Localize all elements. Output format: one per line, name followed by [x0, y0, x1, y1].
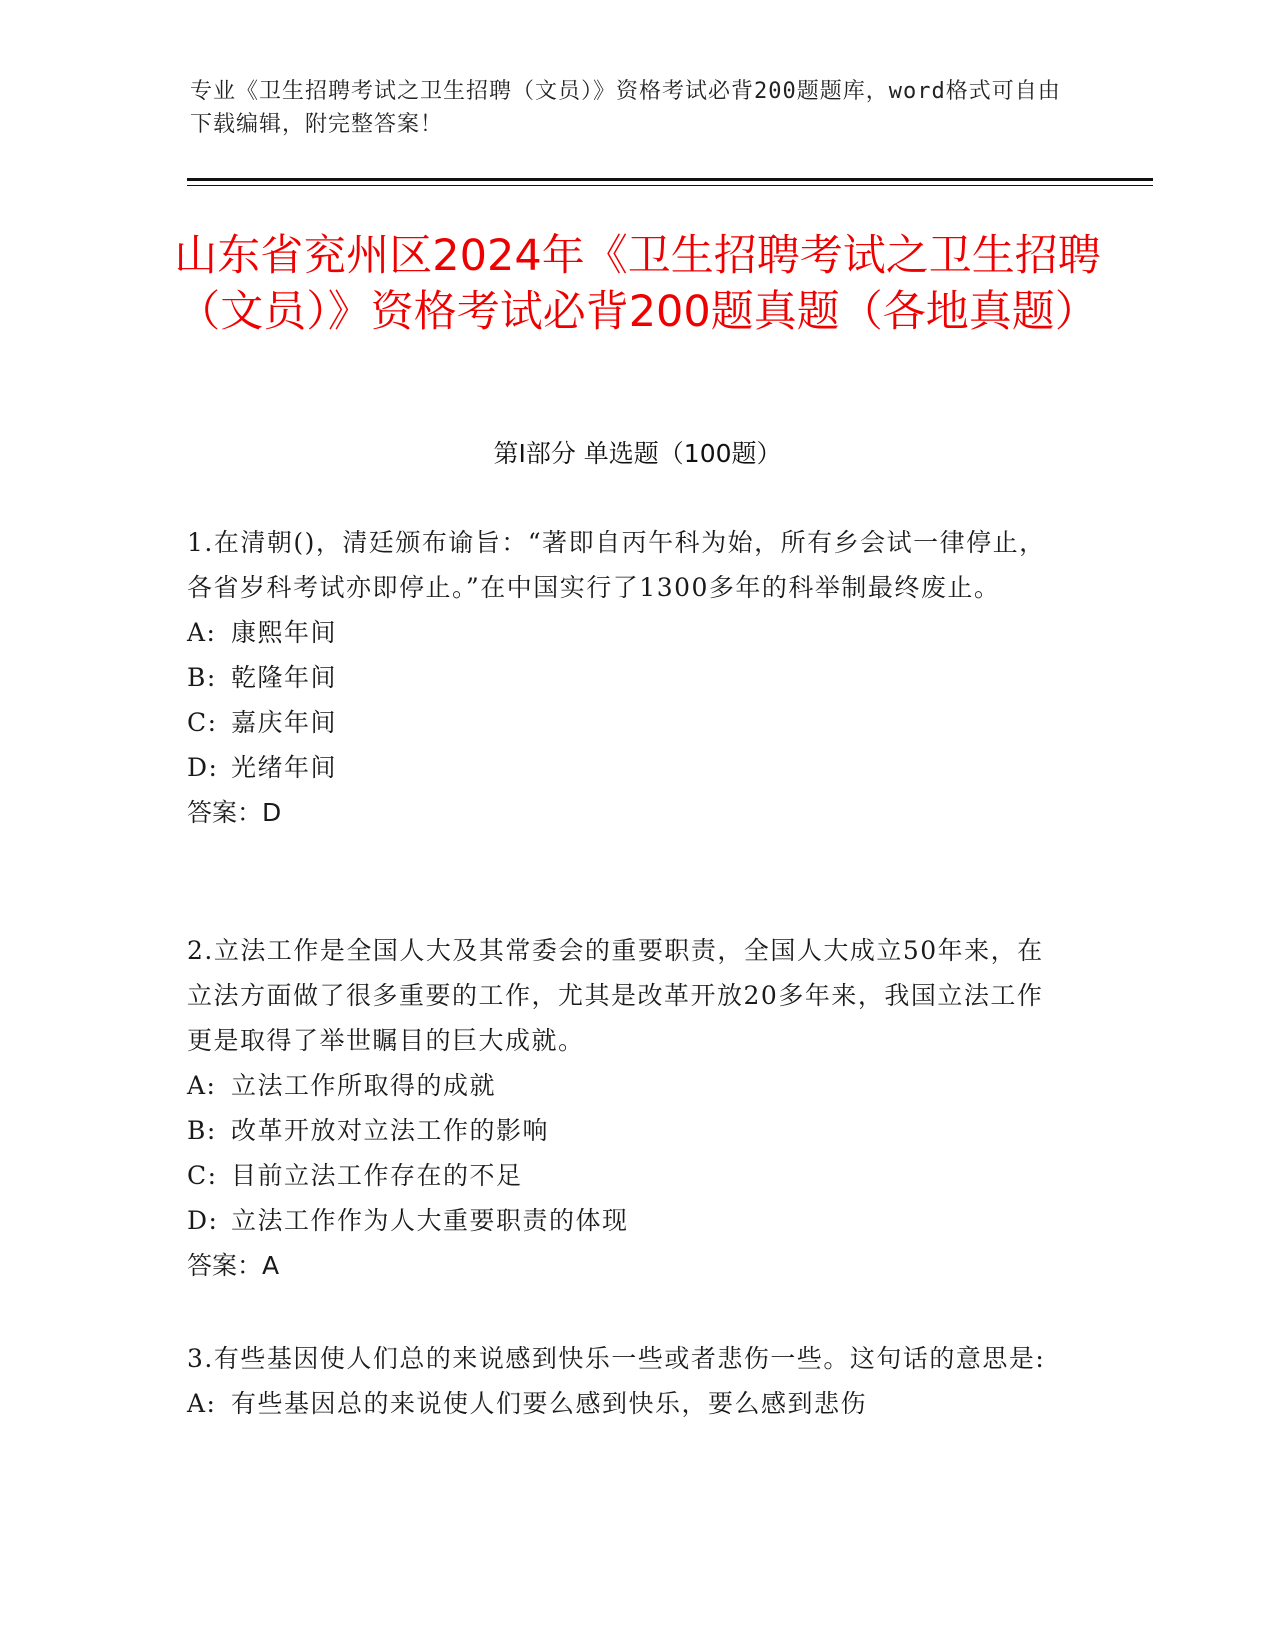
option-d [187, 745, 1067, 790]
question-3 [187, 1336, 1067, 1426]
option-text: 改革开放对立法工作的影响 [231, 1116, 550, 1145]
question-stem: 2.立法工作是全国人大及其常委会的重要职责，全国人大成立50年来，在立法方面做了很多重要的工作，尤其是改革开放20多年来，我国立法工作更是取得了举世瞩目的巨大成就。 [187, 936, 1044, 1055]
option-text: 立法工作所取得的成就 [231, 1071, 497, 1100]
option-text: 康熙年间 [231, 618, 338, 647]
question-stem: 1.在清朝()，清廷颁布谕旨：“著即自丙午科为始，所有乡会试一律停止，各省岁科考试亦即停止。”在中国实行了1300多年的科举制最终废止。 [187, 528, 1046, 602]
option-key: A: [187, 1389, 217, 1418]
option-key: C: [187, 1161, 218, 1190]
header-note: 专业《卫生招聘考试之卫生招聘（文员）》资格考试必背200题题库，word格式可自由下载编辑，附完整答案！ [190, 79, 1061, 137]
option-text: 嘉庆年间 [231, 708, 338, 737]
option-c [187, 1153, 1067, 1198]
option-a [187, 1381, 1067, 1426]
option-key: D: [187, 753, 219, 782]
option-key: B: [187, 1116, 217, 1145]
option-b [187, 655, 1067, 700]
question-stem: 3.有些基因使人们总的来说感到快乐一些或者悲伤一些。这句话的意思是: [187, 1344, 1046, 1373]
document-title: 山东省兖州区2024年《卫生招聘考试之卫生招聘（文员）》资格考试必背200题真题（各地真题） [174, 231, 1101, 337]
question-1 [187, 520, 1067, 835]
header-divider-thick [187, 178, 1153, 181]
answer-line: 答案：D [187, 798, 282, 827]
option-a [187, 1063, 1067, 1108]
question-2 [187, 928, 1067, 1288]
option-key: D: [187, 1206, 219, 1235]
option-text: 光绪年间 [231, 753, 338, 782]
option-c [187, 700, 1067, 745]
option-key: B: [187, 663, 217, 692]
answer-line: 答案：A [187, 1251, 280, 1280]
option-a [187, 610, 1067, 655]
option-key: A: [187, 1071, 217, 1100]
option-text: 有些基因总的来说使人们要么感到快乐，要么感到悲伤 [231, 1389, 868, 1418]
option-text: 立法工作作为人大重要职责的体现 [231, 1206, 629, 1235]
header-divider-thin [187, 185, 1153, 186]
section-heading: 第Ⅰ部分 单选题（100题） [493, 439, 782, 468]
option-key: C: [187, 708, 218, 737]
option-key: A: [187, 618, 217, 647]
option-b [187, 1108, 1067, 1153]
option-text: 目前立法工作存在的不足 [231, 1161, 523, 1190]
option-d [187, 1198, 1067, 1243]
option-text: 乾隆年间 [231, 663, 338, 692]
